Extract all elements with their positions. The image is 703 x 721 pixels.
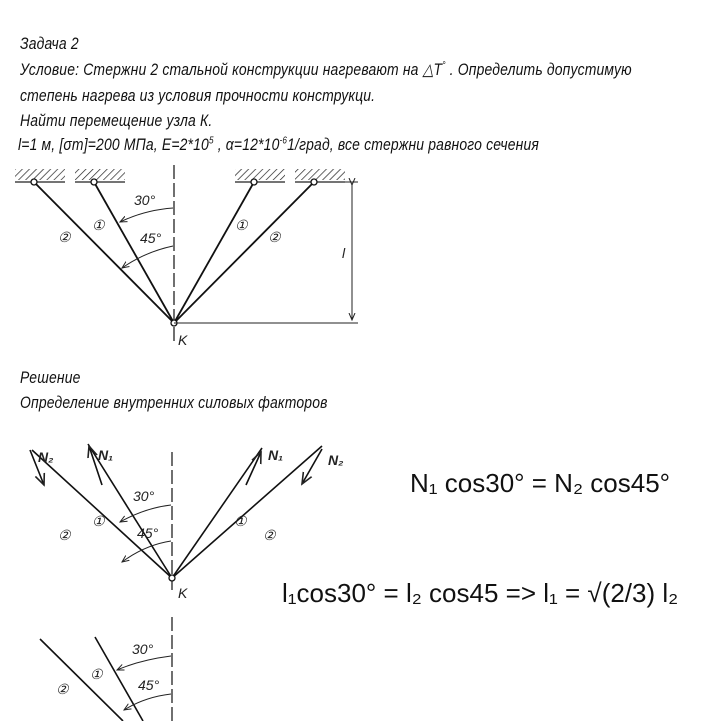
solution-subheading: Определение внутренних силовых факторов [20, 393, 328, 412]
bar-2-right [172, 446, 322, 578]
params-c: 1/град, все стержни равного сечения [287, 135, 540, 154]
angle-30-label: 30° [134, 192, 156, 208]
bar-1-label: ① [235, 217, 248, 233]
bar-2-label: ② [263, 527, 276, 543]
support-hatch [295, 169, 345, 180]
handwritten-equation-2: l₁cos30° = l₂ cos45 => l₁ = √(2/3) l₂ [282, 578, 679, 608]
diagram-displacement [40, 617, 172, 721]
angle-45-label: 45° [140, 230, 162, 246]
bar-2-label: ② [268, 229, 281, 245]
condition-text-2: . Определить допустимую [445, 60, 632, 79]
params-a: l=1 м, [σт]=200 МПа, E=2*10 [18, 135, 209, 154]
degree: ° [442, 60, 446, 72]
task-title: Задача 2 [20, 34, 79, 53]
bar-2-label: ② [58, 229, 71, 245]
handwritten-equation-1: N₁ cos30° = N₂ cos45° [410, 468, 671, 498]
pin-icon [311, 179, 317, 185]
force-n1-label: N₁ [268, 447, 284, 463]
solution-heading: Решение [20, 368, 81, 387]
angle-30-label: 30° [132, 641, 154, 657]
bar-1-right [174, 182, 254, 323]
force-n2-label: N₂ [38, 449, 54, 465]
condition-text: Условие: Стержни 2 стальной конструкции нагревают на [20, 60, 423, 79]
params-exp1: 5 [208, 135, 214, 147]
pin-icon [31, 179, 37, 185]
bar-1-right [172, 448, 262, 578]
params-exp2: -6 [279, 135, 288, 147]
bar-1-label: ① [90, 666, 103, 682]
angle-30-label: 30° [133, 488, 155, 504]
node-k-icon [169, 575, 175, 581]
node-label: K [178, 585, 188, 601]
bar-2-right [174, 182, 314, 323]
params-b: , α=12*10 [213, 135, 280, 154]
angle-45-label: 45° [137, 525, 159, 541]
angle-45-label: 45° [138, 677, 160, 693]
delta-t: △T [422, 60, 443, 79]
condition-line-2: степень нагрева из условия прочности конструкци. [20, 86, 376, 105]
pin-icon [91, 179, 97, 185]
node-label: K [178, 332, 188, 348]
pin-icon [251, 179, 257, 185]
bar-1-label: ① [234, 513, 247, 529]
bar-1-label: ① [92, 217, 105, 233]
bar-2-left [40, 639, 123, 721]
length-label: l [342, 245, 346, 261]
bar-1-label: ① [92, 513, 105, 529]
support-hatch [15, 169, 65, 180]
force-n2-label: N₂ [328, 452, 344, 468]
condition-line-3: Найти перемещение узла К. [20, 111, 213, 130]
force-n1-label: N₁ [98, 447, 114, 463]
bar-2-label: ② [56, 681, 69, 697]
diagram-conditions [15, 165, 358, 348]
support-hatch [75, 169, 125, 180]
bar-2-label: ② [58, 527, 71, 543]
support-hatch [235, 169, 285, 180]
bar-1-left [88, 444, 172, 578]
